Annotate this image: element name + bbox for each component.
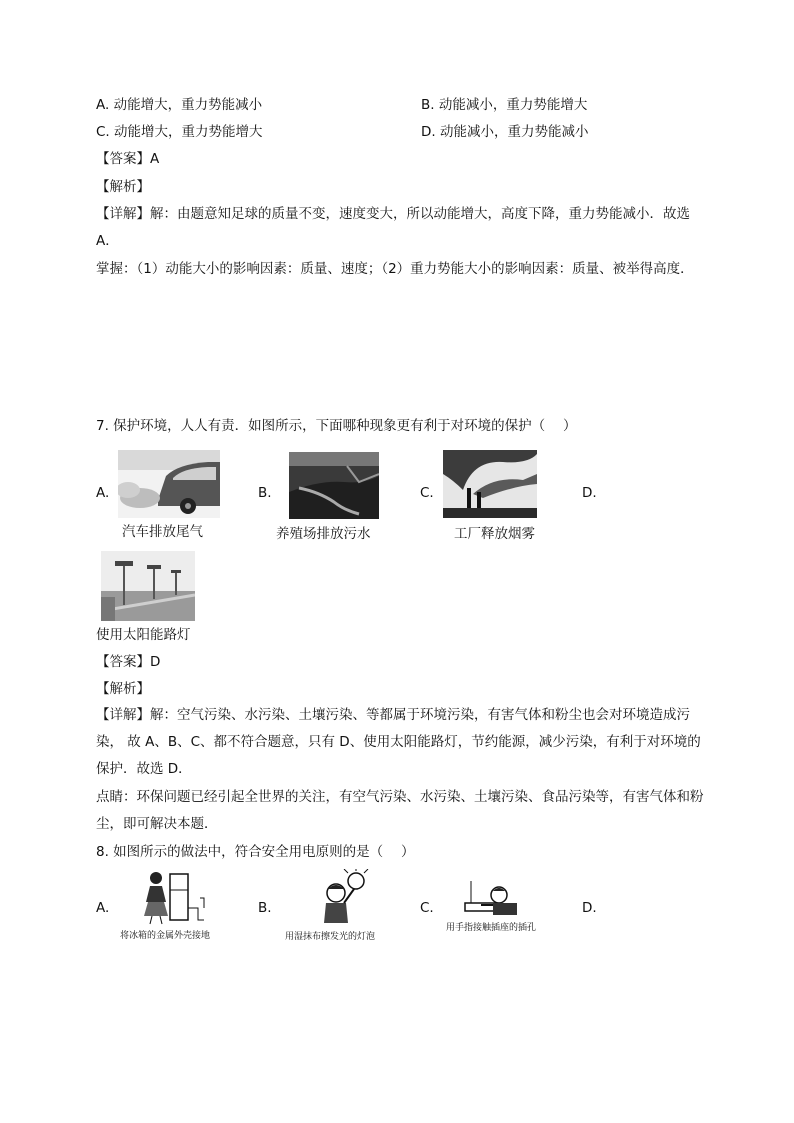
q6-master: 掌握：（1）动能大小的影响因素：质量、速度；（2）重力势能大小的影响因素：质量、被举得高度． xyxy=(96,261,694,277)
q7-analysis-label: 【解析】 xyxy=(96,681,150,697)
q6-option-b: B. 动能减小，重力势能增大 xyxy=(421,97,588,113)
q6-option-a: A. 动能增大，重力势能减小 xyxy=(96,97,263,113)
q6-detail: 【详解】解：由题意知足球的质量不变，速度变大，所以动能增大，高度下降，重力势能减小．故选 A． xyxy=(96,206,690,249)
q7-caption-a: 汽车排放尾气 xyxy=(122,524,203,540)
wet-cloth-bulb-image xyxy=(318,869,370,927)
q7-option-c-letter: C. xyxy=(420,485,434,501)
q8-option-a-letter: A. xyxy=(96,900,110,916)
q8-option-c-letter: C. xyxy=(420,900,434,916)
factory-smoke-image xyxy=(443,450,537,518)
q7-stem: 7. 保护环境，人人有责．如图所示，下面哪种现象更有利于对环境的保护（ ） xyxy=(96,418,577,434)
finger-socket-image xyxy=(463,881,519,917)
q7-answer: 【答案】D xyxy=(96,654,161,670)
fridge-ground-image xyxy=(140,868,208,926)
q7-comment: 点睛：环保问题已经引起全世界的关注，有空气污染、水污染、土壤污染、食品污染等，有害气体和粉尘，即可解决本题． xyxy=(96,789,704,832)
q7-detail: 【详解】解：空气污染、水污染、土壤污染、等都属于环境污染，有害气体和粉尘也会对环境造成污染， 故 A、B、C、都不符合题意，只有 D、使用太阳能路灯，节约能源，减少污染，有利于对环境的保护．故选 D． xyxy=(96,707,701,777)
car-exhaust-image xyxy=(118,450,220,518)
q6-option-d: D. 动能减小，重力势能减小 xyxy=(421,124,589,140)
q7-caption-c: 工厂释放烟雾 xyxy=(454,526,535,542)
sewage-image xyxy=(289,452,379,519)
solar-streetlight-image xyxy=(101,551,195,621)
q8-caption-a: 将冰箱的金属外壳接地 xyxy=(120,931,211,941)
q8-caption-b: 用湿抹布擦发光的灯泡 xyxy=(285,932,376,942)
q6-answer: 【答案】A xyxy=(96,151,160,167)
q7-option-b-letter: B. xyxy=(258,485,272,501)
q8-caption-c: 用手指接触插座的插孔 xyxy=(446,923,537,933)
q6-option-c: C. 动能增大，重力势能增大 xyxy=(96,124,263,140)
q7-option-a-letter: A. xyxy=(96,485,110,501)
q7-option-d-letter: D. xyxy=(582,485,597,501)
q6-analysis-label: 【解析】 xyxy=(96,179,150,195)
q8-option-d-letter: D. xyxy=(582,900,597,916)
q8-option-b-letter: B. xyxy=(258,900,272,916)
q7-caption-d: 使用太阳能路灯 xyxy=(96,627,191,643)
q7-caption-b: 养殖场排放污水 xyxy=(276,526,371,542)
q8-stem: 8. 如图所示的做法中，符合安全用电原则的是（ ） xyxy=(96,844,415,860)
